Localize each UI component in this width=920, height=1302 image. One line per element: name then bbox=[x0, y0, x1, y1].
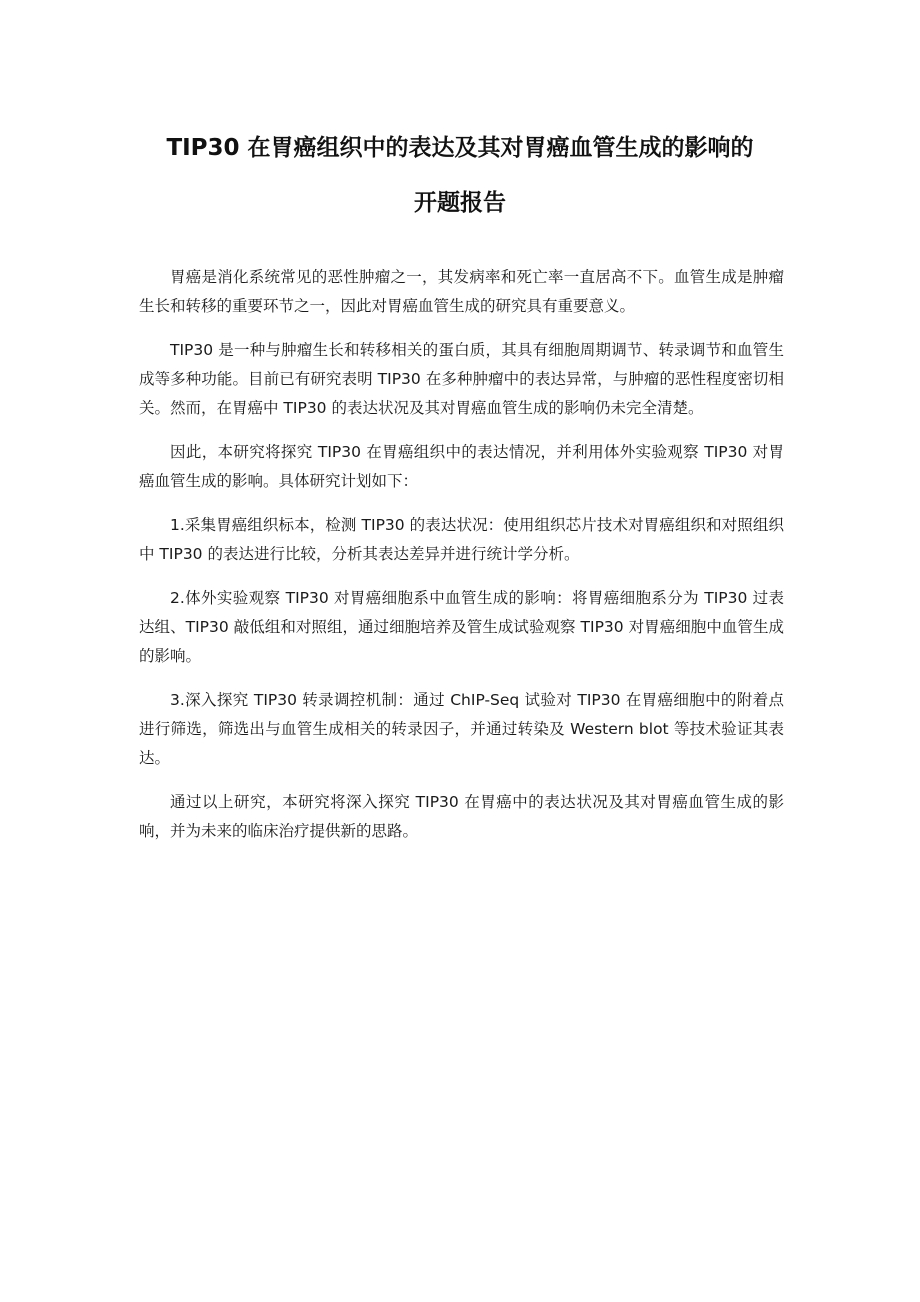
paragraph-plan-step-3: 3.深入探究 TIP30 转录调控机制：通过 ChIP-Seq 试验对 TIP30 在胃癌细胞中的附着点进行筛选，筛选出与血管生成相关的转录因子，并通过转染及 Western blot 等技术验证其表达。 bbox=[139, 691, 784, 767]
paragraph-research-aim: 因此，本研究将探究 TIP30 在胃癌组织中的表达情况，并利用体外实验观察 TIP30 对胃癌血管生成的影响。具体研究计划如下： bbox=[139, 443, 784, 490]
paragraph-tip30-background: TIP30 是一种与肿瘤生长和转移相关的蛋白质，其具有细胞周期调节、转录调节和血管生成等多种功能。目前已有研究表明 TIP30 在多种肿瘤中的表达异常，与肿瘤的恶性程度密切相关。然而，在胃癌中 TIP30 的表达状况及其对胃癌血管生成的影响仍未完全清楚。 bbox=[139, 341, 784, 417]
document-title-line-1: TIP30 在胃癌组织中的表达及其对胃癌血管生成的影响的 bbox=[166, 135, 754, 161]
document-body bbox=[139, 263, 784, 861]
paragraph-plan-step-1: 1.采集胃癌组织标本，检测 TIP30 的表达状况：使用组织芯片技术对胃癌组织和对照组织中 TIP30 的表达进行比较，分析其表达差异并进行统计学分析。 bbox=[139, 516, 784, 563]
document-title-line-2: 开题报告 bbox=[414, 190, 506, 216]
paragraph-plan-step-2: 2.体外实验观察 TIP30 对胃癌细胞系中血管生成的影响：将胃癌细胞系分为 TIP30 过表达组、TIP30 敲低组和对照组，通过细胞培养及管生成试验观察 TIP30 对胃癌细胞中血管生成的影响。 bbox=[139, 589, 784, 665]
paragraph-intro: 胃癌是消化系统常见的恶性肿瘤之一，其发病率和死亡率一直居高不下。血管生成是肿瘤生长和转移的重要环节之一，因此对胃癌血管生成的研究具有重要意义。 bbox=[139, 268, 784, 315]
paragraph-conclusion: 通过以上研究，本研究将深入探究 TIP30 在胃癌中的表达状况及其对胃癌血管生成的影响，并为未来的临床治疗提供新的思路。 bbox=[139, 793, 784, 840]
